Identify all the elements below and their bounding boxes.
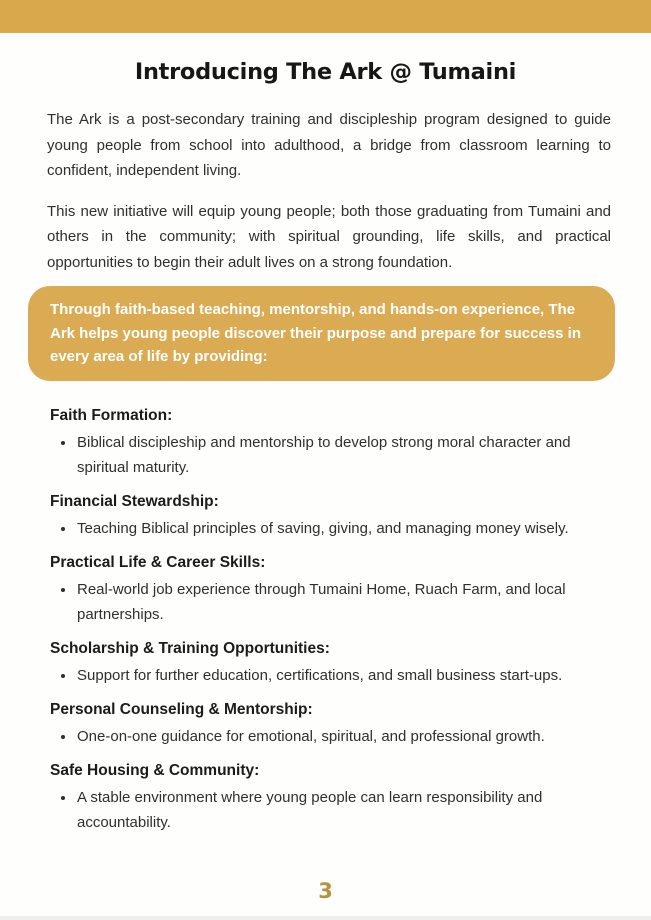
section-faith-formation — [50, 406, 615, 480]
section-personal-counseling-mentorship — [50, 700, 615, 749]
intro-paragraph-1: The Ark is a post-secondary training and discipleship program designed to guide young people from school into adulthood, a bridge from classroom learning to confident, independent living. — [47, 111, 611, 179]
section-practical-life-career-skills — [50, 553, 615, 627]
bullet-item: • Real-world job experience through Tumaini Home, Ruach Farm, and local partnerships. — [76, 577, 615, 627]
section-heading: Safe Housing & Community: — [50, 761, 260, 779]
page-bottom-edge — [0, 916, 651, 920]
bullet-item: • Teaching Biblical principles of saving, giving, and managing money wisely. — [76, 516, 615, 541]
bullet-list — [50, 785, 615, 835]
page-title: Introducing The Ark @ Tumaini — [134, 59, 517, 85]
page-number: 3 — [318, 879, 333, 903]
bullet-item: • One-on-one guidance for emotional, spiritual, and professional growth. — [76, 724, 615, 749]
bullet-item: • Support for further education, certifications, and small business start-ups. — [76, 663, 615, 688]
section-heading: Personal Counseling & Mentorship: — [50, 700, 313, 718]
section-financial-stewardship — [50, 492, 615, 541]
section-heading: Scholarship & Training Opportunities: — [50, 639, 330, 657]
bullet-list — [50, 430, 615, 480]
program-sections — [50, 406, 615, 835]
section-scholarship-training-opportunities — [50, 639, 615, 688]
highlight-callout-box: Through faith-based teaching, mentorship, and hands-on experience, The Ark helps young people discover their purpose and prepare for success in every area of life by providing: — [28, 286, 615, 381]
bullet-list — [50, 577, 615, 627]
bullet-item: • A stable environment where young people can learn responsibility and accountability. — [76, 785, 615, 835]
bullet-item: • Biblical discipleship and mentorship to develop strong moral character and spiritual maturity. — [76, 430, 615, 480]
section-heading: Financial Stewardship: — [50, 492, 219, 510]
section-heading: Practical Life & Career Skills: — [50, 553, 266, 571]
bullet-list — [50, 516, 615, 541]
bullet-list — [50, 663, 615, 688]
section-safe-housing-community — [50, 761, 615, 835]
section-heading: Faith Formation: — [50, 406, 173, 424]
bullet-list — [50, 724, 615, 749]
header-gold-band — [0, 0, 651, 33]
intro-paragraph-2: This new initiative will equip young people; both those graduating from Tumaini and others in the community; with spiritual grounding, life skills, and practical opportunities to begin their adult lives on a strong foundation. — [47, 202, 611, 271]
